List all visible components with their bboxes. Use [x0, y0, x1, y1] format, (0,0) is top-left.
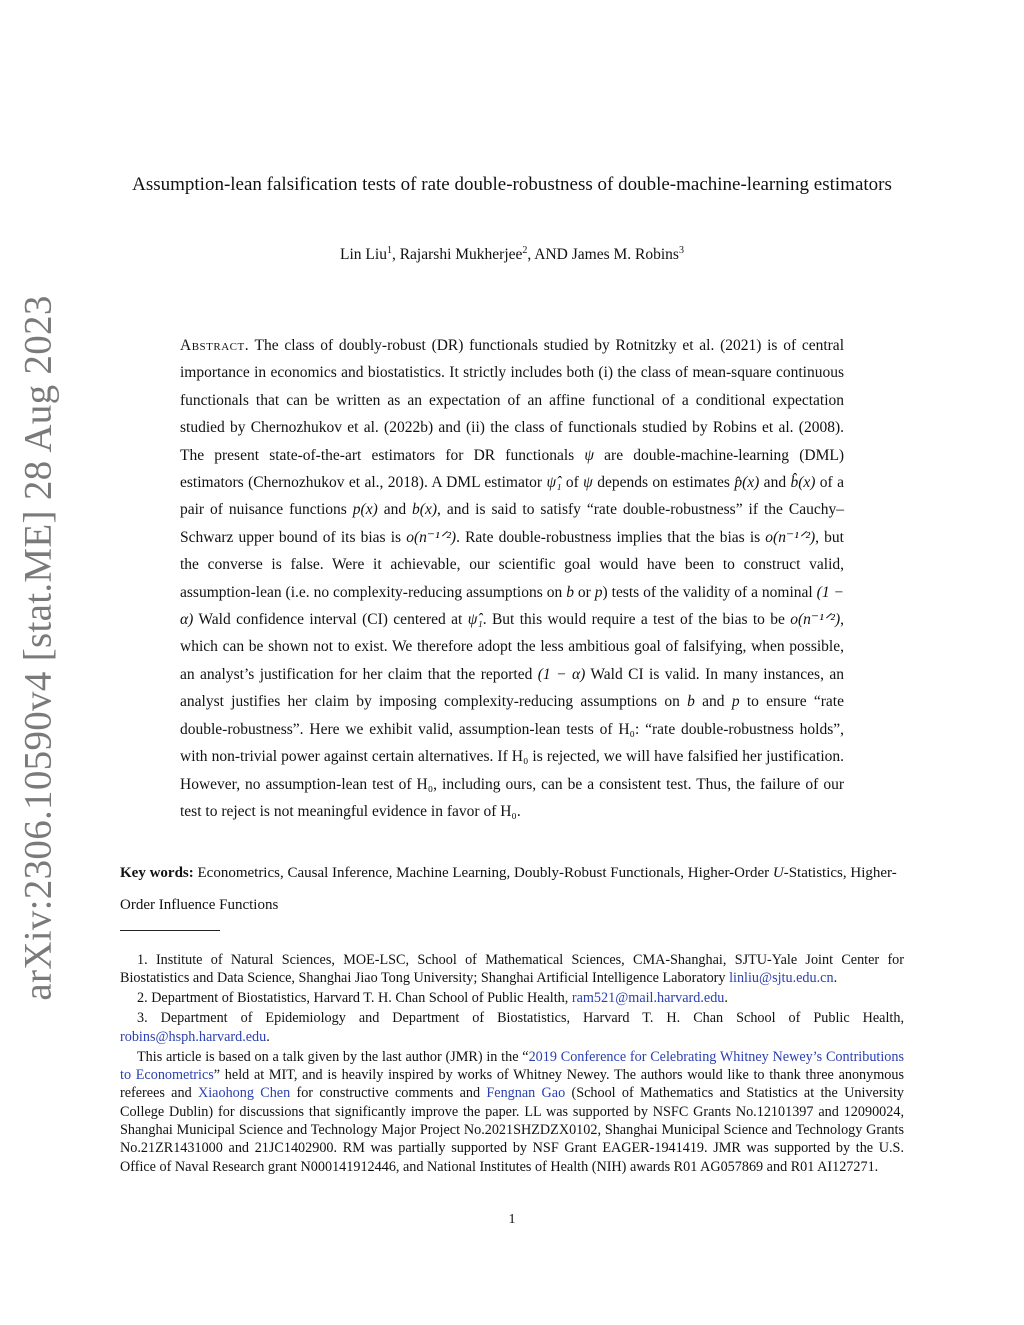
arxiv-side-stamp: [8, 295, 68, 1001]
keywords: [120, 857, 920, 921]
keywords-text: Econometrics, Causal Inference, Machine Learning, Doubly-Robust Functionals, Higher-Order: [193, 865, 773, 881]
footnote-1-end: .: [833, 970, 838, 987]
math-b-hat: b̂(x): [790, 474, 816, 492]
math-b: b: [687, 693, 695, 711]
abstract-text: and: [694, 693, 732, 711]
math-b-of-x: b(x): [412, 501, 437, 519]
footnote-3-end: .: [266, 1028, 270, 1045]
author-list: [120, 246, 904, 264]
email-link-liu[interactable]: linliu@sjtu.edu.cn: [729, 970, 834, 987]
abstract-text: Wald confidence interval (CI) centered at: [193, 611, 468, 629]
abstract-text: . Rate double-robustness implies that the bias is: [456, 528, 766, 546]
abstract-text: are double-machine-learning (DML) estimators (Chernozhukov et al., 2018). A DML estimator: [180, 446, 844, 492]
footnote-2-end: .: [724, 990, 728, 1007]
author-affil-1: 1: [386, 244, 392, 256]
abstract-text: and: [759, 474, 791, 492]
page-number: 1: [508, 1212, 516, 1227]
footnote-3-text: 3. Department of Epidemiology and Department of Biostatistics, Harvard T. H. Chan School of Public Health,: [137, 1010, 904, 1027]
author-lin-liu: Lin Liu: [340, 246, 387, 263]
abstract-text: ) tests of the validity of a nominal: [602, 583, 817, 601]
abstract-text: , which can be shown not to exist. We therefore adopt the less ambitious goal of falsifying, when possible, an analyst’s justification for her claim that the reported: [180, 611, 844, 683]
email-link-robins[interactable]: robins@hsph.harvard.edu: [120, 1028, 267, 1045]
ack-text: for constructive comments and: [290, 1085, 487, 1102]
math-one-minus-alpha: (1 − α): [537, 665, 586, 683]
conference-link[interactable]: 2019 Conference for Celebrating Whitney Newey’s Contributions to Econometrics: [120, 1048, 905, 1084]
abstract-text: and: [377, 501, 413, 519]
author-affil-3: 3: [678, 244, 684, 256]
footnote-rule: [120, 930, 220, 931]
math-u: U: [772, 865, 784, 881]
math-psi: ψ: [583, 474, 593, 492]
abstract-text: or: [573, 583, 595, 601]
abstract-text: The class of doubly-robust (DR) functionals studied by Rotnitzky et al. (2021) is of central importance in economics and biostatistics. It strictly includes both (i) the class of mean-square continuous functionals that can be written as an expectation of an affine functional of a conditional expectation studied by Chernozhukov et al. (2022b) and (ii) the class of functionals studied by Robins et al. (2008). The present state-of-the-art estimators for DR functionals: [180, 337, 844, 464]
acknowledgement-note: [120, 1048, 904, 1176]
arxiv-identifier: arXiv:2306.10590v4 [stat.ME] 28 Aug 2023: [16, 295, 60, 1001]
footnote-1-text: 1. Institute of Natural Sciences, MOE-LSC, School of Mathematical Sciences, CMA-Shanghai, SJTU-Yale Joint Center for Biostatistics and Data Science, Shanghai Jiao Tong University; Shanghai Artificial Intelligence Laboratory: [120, 952, 904, 987]
math-little-o: o(n⁻¹ᐟ²): [765, 528, 816, 546]
abstract-label: Abstract.: [180, 337, 250, 354]
math-p-hat: p̂(x): [734, 474, 760, 492]
math-psi-hat-1: ψ̂₁: [467, 611, 483, 629]
math-one-minus-alpha: (1 − α): [180, 583, 844, 629]
xiaohong-chen-link[interactable]: Xiaohong Chen: [197, 1085, 291, 1102]
ack-text: This article is based on a talk given by the last author (JMR) in the “: [137, 1048, 529, 1065]
math-psi: ψ: [584, 446, 594, 464]
abstract-text: Wald CI is valid. In many instances, an analyst justifies her claim by imposing complexity-reducing assumptions on: [180, 665, 844, 711]
paper-title: Assumption-lean falsification tests of rate double-robustness of double-machine-learning estimators: [132, 174, 892, 195]
fengnan-gao-link[interactable]: Fengnan Gao: [486, 1085, 566, 1102]
abstract-text: to ensure “rate double-robustness”. Here we exhibit valid, assumption-lean tests of H₀: “rate double-robustness holds”, with non-trivial power against certain alternatives. If H₀ is rejected, we will have falsified her justification. However, no assumption-lean test of H₀, including ours, can be a consistent test. Thus, the failure of our test to reject is not meaningful evidence in favor of H₀.: [180, 693, 844, 820]
abstract-text: . But this would require a test of the bias to be: [482, 611, 791, 629]
footnote-1: [120, 951, 904, 988]
email-link-mukherjee[interactable]: ram521@mail.harvard.edu: [571, 990, 725, 1007]
keywords-text: -Statistics, Higher-Order Influence Functions: [120, 865, 897, 913]
abstract-text: , but the converse is false. Were it achievable, our scientific goal would have been to construct valid, assumption-lean (i.e. no complexity-reducing assumptions on: [180, 528, 844, 601]
math-p: p: [731, 693, 740, 711]
abstract-text: , and is said to satisfy “rate double-robustness” if the Cauchy–Schwarz upper bound of its bias is: [180, 501, 844, 546]
author-rajarshi-mukherjee: , Rajarshi Mukherjee: [391, 246, 523, 263]
math-p: p: [594, 583, 603, 601]
footnote-3: [120, 1009, 904, 1046]
ack-text: (School of Mathematics and Statistics at the University College Dublin) for discussions that significantly improve the paper. LL was supported by NSFC Grants No.12101397 and 12090024, Shanghai Municipal Science and Technology Major Project No.2021SHZDZX0102, Shanghai Municipal Science and Technology Grants No.21ZR1431000 and 21JC1402900. RM was partially supported by NSF Grant EAGER-1941419. JMR was supported by the U.S. Office of Naval Research grant N000141912446, and National Institutes of Health (NIH) awards R01 AG057869 and R01 AI127271.: [120, 1085, 904, 1175]
abstract: [180, 332, 844, 825]
author-james-robins: , AND James M. Robins: [527, 246, 679, 263]
footnotes: [120, 951, 904, 1178]
footnote-2: [120, 989, 904, 1007]
abstract-text: depends on estimates: [592, 474, 735, 492]
math-psi-hat-1: ψ̂₁: [546, 474, 562, 492]
abstract-text: of: [561, 474, 584, 492]
author-affil-2: 2: [522, 244, 528, 256]
math-b: b: [566, 583, 574, 601]
keywords-label: Key words:: [120, 865, 194, 881]
math-little-o: o(n⁻¹ᐟ²): [790, 611, 841, 629]
math-p-of-x: p(x): [352, 501, 378, 519]
abstract-text: of a pair of nuisance functions: [180, 474, 844, 519]
ack-text: ” held at MIT, and is heavily inspired by works of Whitney Newey. The authors would like to thank three anonymous referees and: [120, 1067, 904, 1102]
footnote-2-text: 2. Department of Biostatistics, Harvard T. H. Chan School of Public Health,: [137, 990, 572, 1007]
math-little-o: o(n⁻¹ᐟ²): [406, 528, 457, 546]
